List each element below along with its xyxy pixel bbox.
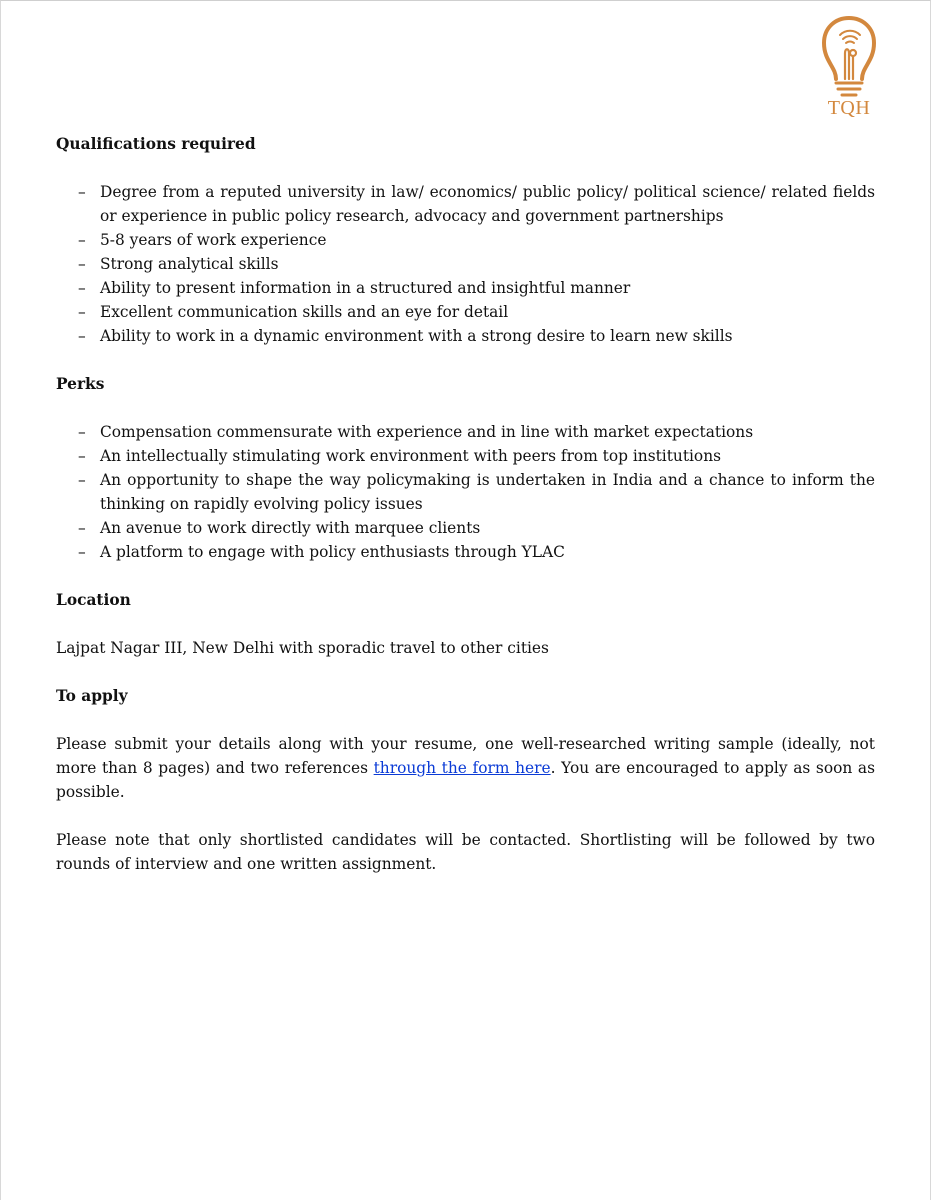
qualifications-list bbox=[56, 180, 875, 348]
bullet-dash: – bbox=[78, 231, 86, 249]
document-body bbox=[56, 132, 875, 876]
list-item-text: Ability to present information in a structured and insightful manner bbox=[100, 279, 631, 297]
list-item-text: An opportunity to shape the way policymaking is undertaken in India and a chance to inform the thinking on rapidly evolving policy issues bbox=[100, 471, 875, 513]
logo-wordmark: TQH bbox=[827, 97, 871, 119]
list-item bbox=[56, 516, 875, 540]
apply-instructions bbox=[56, 732, 875, 804]
list-item-text: Excellent communication skills and an eye for detail bbox=[100, 303, 509, 321]
list-item-text: Strong analytical skills bbox=[100, 255, 279, 273]
tqh-logo bbox=[819, 15, 879, 121]
apply-heading: To apply bbox=[56, 687, 128, 705]
list-item-text: Ability to work in a dynamic environment with a strong desire to learn new skills bbox=[100, 327, 733, 345]
list-item bbox=[56, 420, 875, 444]
list-item bbox=[56, 276, 875, 300]
lightbulb-icon bbox=[819, 15, 879, 99]
bullet-dash: – bbox=[78, 471, 86, 489]
bullet-dash: – bbox=[78, 543, 86, 561]
apply-text-before-link: Please submit your details along with your resume, one well-researched writing sample (ideally, not more than 8 pages) and two references bbox=[56, 735, 875, 777]
bullet-dash: – bbox=[78, 303, 86, 321]
bullet-dash: – bbox=[78, 519, 86, 537]
list-item-text: 5-8 years of work experience bbox=[100, 231, 327, 249]
list-item-text: Degree from a reputed university in law/ economics/ public policy/ political science/ related fields or experience in public policy research, advocacy and government partnerships bbox=[100, 183, 875, 225]
list-item-text: An avenue to work directly with marquee clients bbox=[100, 519, 481, 537]
bullet-dash: – bbox=[78, 279, 86, 297]
location-heading: Location bbox=[56, 591, 131, 609]
shortlist-note: Please note that only shortlisted candidates will be contacted. Shortlisting will be followed by two rounds of interview and one written assignment. bbox=[56, 831, 875, 873]
location-text: Lajpat Nagar III, New Delhi with sporadic travel to other cities bbox=[56, 639, 549, 657]
bullet-dash: – bbox=[78, 447, 86, 465]
bullet-dash: – bbox=[78, 327, 86, 345]
list-item bbox=[56, 252, 875, 276]
perks-list bbox=[56, 420, 875, 564]
list-item bbox=[56, 228, 875, 252]
application-form-link[interactable]: through the form here bbox=[373, 759, 551, 777]
bullet-dash: – bbox=[78, 183, 86, 201]
list-item-text: A platform to engage with policy enthusiasts through YLAC bbox=[100, 543, 565, 561]
list-item-text: Compensation commensurate with experience and in line with market expectations bbox=[100, 423, 754, 441]
list-item bbox=[56, 300, 875, 324]
apply-text-after-link: . You are encouraged to apply as soon as possible. bbox=[56, 759, 875, 801]
list-item bbox=[56, 324, 875, 348]
list-item bbox=[56, 180, 875, 228]
bullet-dash: – bbox=[78, 423, 86, 441]
list-item bbox=[56, 540, 875, 564]
list-item bbox=[56, 444, 875, 468]
perks-heading: Perks bbox=[56, 375, 105, 393]
list-item-text: An intellectually stimulating work environment with peers from top institutions bbox=[100, 447, 721, 465]
list-item bbox=[56, 468, 875, 516]
qualifications-heading: Qualifications required bbox=[56, 135, 256, 153]
bullet-dash: – bbox=[78, 255, 86, 273]
